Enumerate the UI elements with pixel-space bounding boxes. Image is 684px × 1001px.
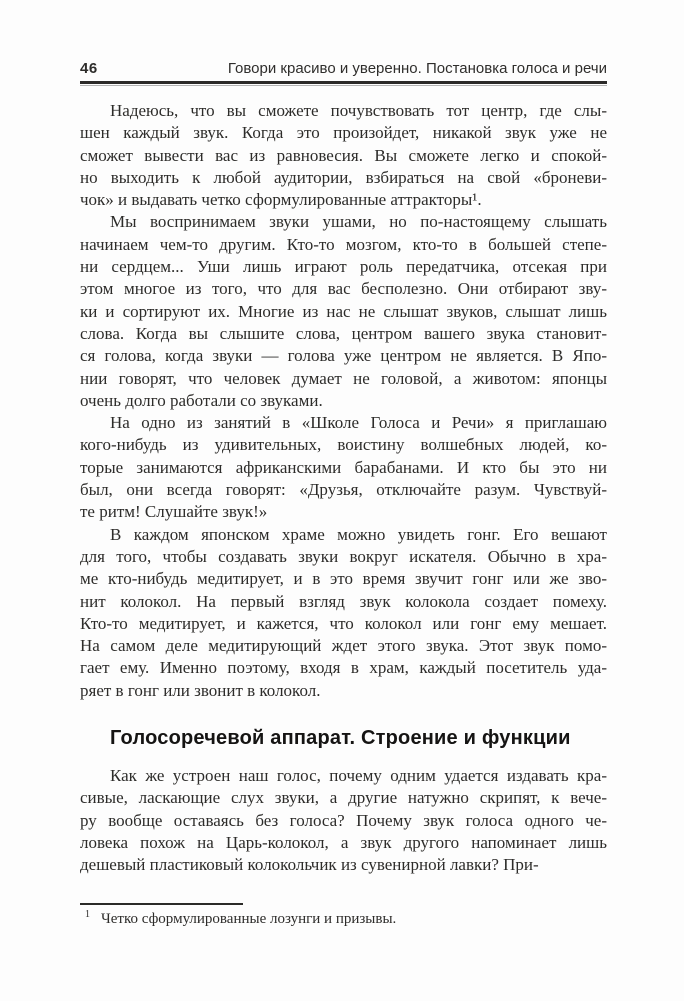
running-header-row — [80, 60, 607, 77]
text-line: но выходить к любой аудитории, взбираться на свой «броневи- — [80, 167, 607, 187]
footnote-text: Четко сформулированные лозунги и призывы. — [101, 911, 397, 927]
text-line: очень долго работали со звуками. — [80, 390, 323, 410]
text-line: ряет в гонг или звонит в колокол. — [80, 680, 321, 700]
text-line: На одно из занятий в «Школе Голоса и Речи» я приглашаю — [110, 413, 607, 433]
footnote — [80, 903, 607, 929]
text-line: нии говорят, что человек думает не головой, а животом: японцы — [80, 368, 607, 388]
text-line: ся голова, когда звуки — голова уже центром не является. В Япо- — [80, 346, 607, 366]
paragraph — [80, 211, 607, 412]
text-line: Надеюсь, что вы сможете почувствовать тот центр, где слы- — [110, 101, 607, 120]
text-line: Мы воспринимаем звуки ушами, но по-настоящему слышать — [110, 212, 607, 232]
text-line: для того, чтобы создавать звуки вокруг искателя. Обычно в хра- — [80, 546, 607, 566]
text-line: сивые, ласкающие слух звуки, а другие натужно скрипят, к вече- — [80, 788, 607, 808]
text-line: ме кто-нибудь медитирует, и в это время звучит гонг или же зво- — [80, 569, 607, 589]
paragraph — [80, 765, 607, 876]
text-line: Кто-то медитирует, и кажется, что колокол или гонг ему мешает. — [80, 613, 607, 633]
text-line: ру вообще оставаясь без голоса? Почему звук голоса одного че- — [80, 810, 607, 830]
paragraph — [80, 524, 607, 702]
text-line: слова. Когда вы слышите слова, центром вашего звука становит- — [80, 323, 607, 343]
header-rule-thin — [80, 85, 607, 86]
text-line: На самом деле медитирующий ждет этого звука. Этот звук помо- — [80, 636, 607, 656]
footnote-marker: 1 — [85, 909, 90, 920]
text-line: нит колокол. На первый взгляд звук колокола создает помеху. — [80, 591, 607, 611]
section-heading: Голосоречевой аппарат. Строение и функции — [110, 727, 571, 750]
footnote-body — [80, 910, 607, 929]
text-line: В каждом японском храме можно увидеть гонг. Его вешают — [110, 524, 607, 544]
text-line: ки и сортируют их. Многие из нас не слышат звуков, слышат лишь — [80, 301, 607, 321]
running-title: Говори красиво и уверенно. Постановка голоса и речи — [227, 60, 607, 77]
text-line: торые занимаются африканскими барабанами. И кто бы это ни — [80, 457, 607, 477]
text-line: кого-нибудь из удивительных, воистину волшебных людей, ко- — [80, 435, 607, 455]
text-line: гает ему. Именно поэтому, входя в храм, каждый посетитель уда- — [80, 658, 607, 678]
text-line: дешевый пластиковый колокольчик из сувенирной лавки? При- — [80, 855, 539, 875]
text-line: те ритм! Слушайте звук!» — [80, 502, 268, 522]
text-line: шен каждый звук. Когда это произойдет, никакой звук уже не — [80, 123, 607, 143]
footnote-rule — [80, 903, 243, 905]
paragraph — [80, 100, 607, 211]
body-text — [80, 100, 607, 877]
text-line: этом многое из того, что для вас бесполезно. Они отбирают зву- — [80, 279, 607, 299]
paragraph — [80, 412, 607, 523]
running-header — [80, 60, 607, 86]
text-line: начинаем чем-то другим. Кто-то мозгом, кто-то в большей степе- — [80, 234, 607, 254]
text-line: чок» и выдавать четко сформулированные аттракторы¹. — [80, 190, 482, 210]
text-line: Как же устроен наш голос, почему одним удается издавать кра- — [110, 766, 607, 786]
header-rule-thick — [80, 81, 607, 84]
page-number: 46 — [80, 60, 98, 77]
text-line: ни сердцем... Уши лишь играют роль передатчика, отсекая при — [80, 257, 607, 277]
text-line: сможет вывести вас из равновесия. Вы сможете легко и спокой- — [80, 145, 607, 165]
text-line: ловека похож на Царь-колокол, а звук другого напоминает лишь — [80, 832, 607, 852]
text-line: был, они всегда говорят: «Друзья, отключайте разум. Чувствуй- — [80, 480, 607, 500]
